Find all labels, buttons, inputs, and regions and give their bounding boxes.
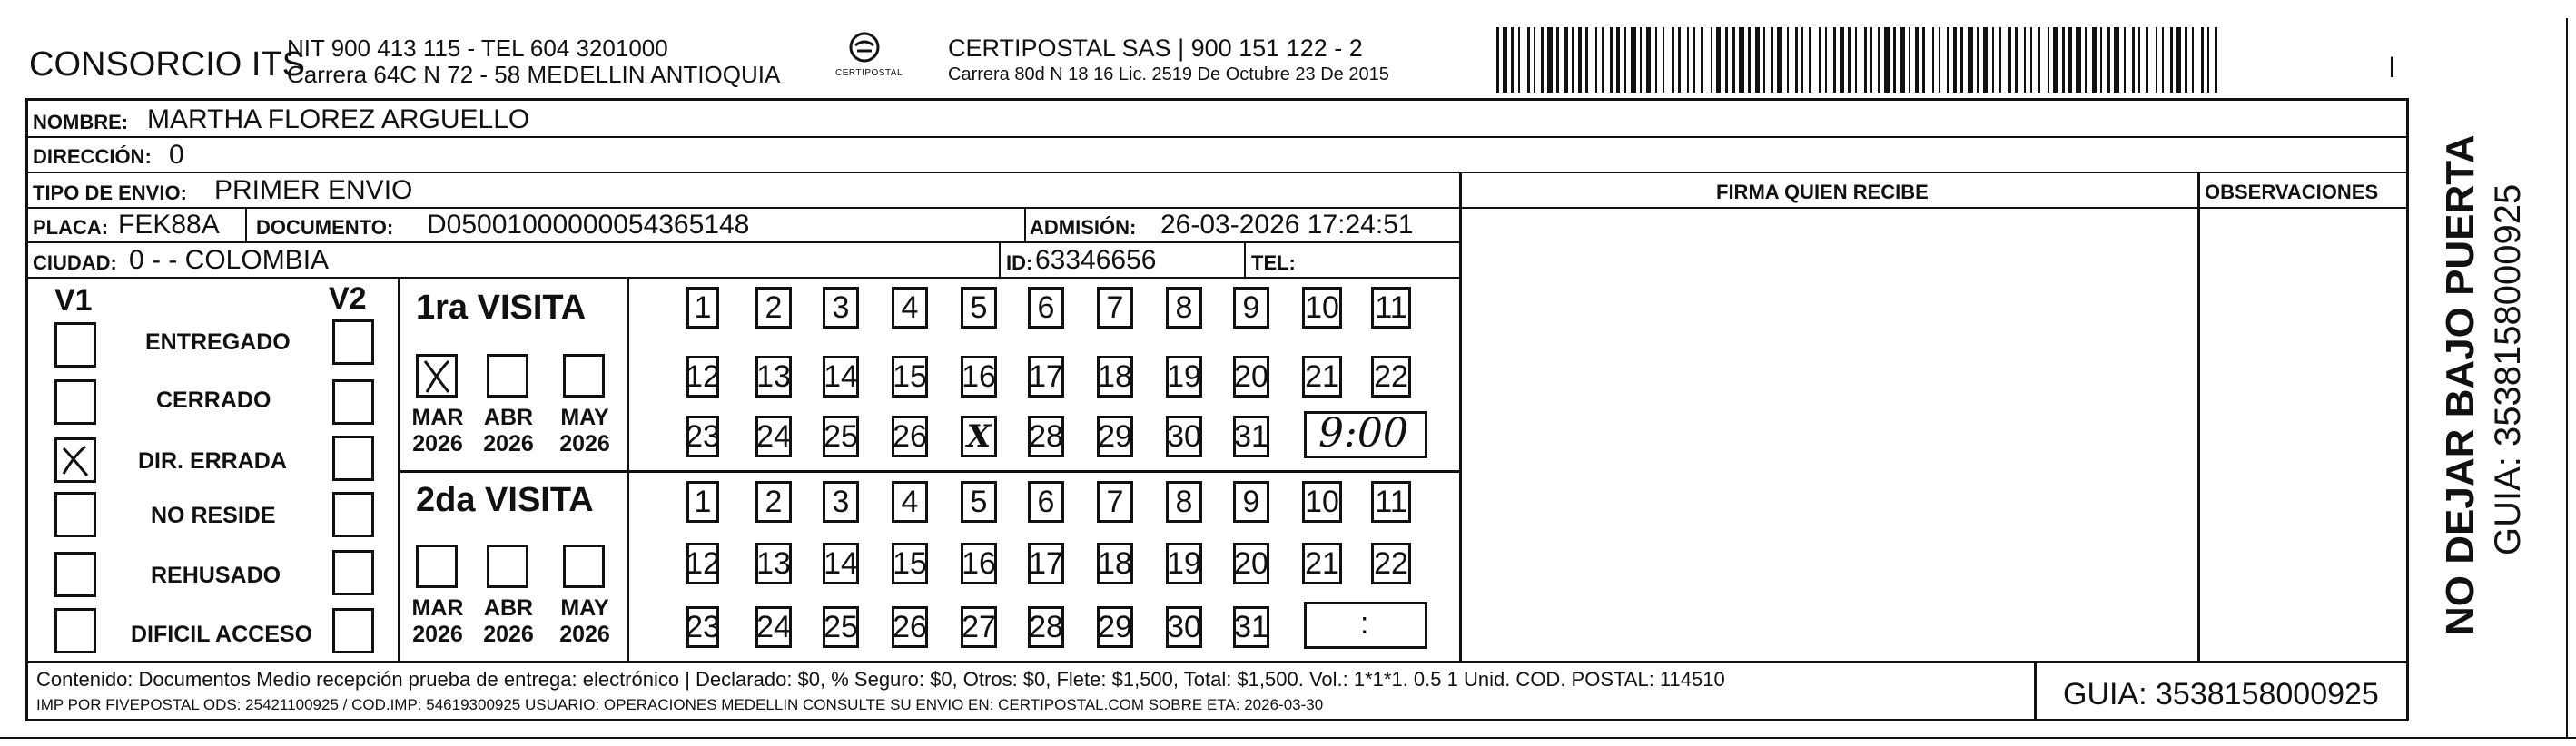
ciudad-label: CIUDAD: xyxy=(33,251,117,274)
visita1-month-abr: ABR 2026 xyxy=(483,405,534,456)
id-label: ID: xyxy=(1006,251,1033,274)
visita1-day-9[interactable]: 9 xyxy=(1233,287,1269,329)
placa-value: FEK88A xyxy=(118,210,220,240)
visita2-day-16[interactable]: 16 xyxy=(961,543,997,584)
visita2-day-7[interactable]: 7 xyxy=(1097,481,1133,523)
visita1-day-6[interactable]: 6 xyxy=(1028,287,1064,329)
tipo-envio-label: TIPO DE ENVIO: xyxy=(33,182,187,204)
visita2-day-10[interactable]: 10 xyxy=(1302,481,1342,523)
v2-checkbox-dificil-acceso[interactable] xyxy=(332,608,374,653)
visita2-day-13[interactable]: 13 xyxy=(755,543,792,584)
visita1-day-21[interactable]: 21 xyxy=(1302,356,1342,398)
visita1-day-14[interactable]: 14 xyxy=(823,356,859,398)
id-value: 63346656 xyxy=(1035,245,1157,275)
v1-dir-errada-check-mark xyxy=(54,437,96,483)
documento-value: D05001000000054365148 xyxy=(427,210,750,240)
v2-checkbox-rehusado[interactable] xyxy=(332,550,374,595)
visita1-day-28[interactable]: 28 xyxy=(1028,416,1064,457)
visita1-month-box-may[interactable] xyxy=(563,354,605,398)
v1-checkbox-no-reside[interactable] xyxy=(54,492,96,537)
visita1-day-15[interactable]: 15 xyxy=(892,356,928,398)
ciudad-value: 0 - - COLOMBIA xyxy=(129,245,330,275)
visita2-day-14[interactable]: 14 xyxy=(823,543,859,584)
header xyxy=(0,0,2576,100)
visita2-day-3[interactable]: 3 xyxy=(823,481,859,523)
status-dir-errada: DIR. ERRADA xyxy=(138,448,287,474)
visita1-day-29[interactable]: 29 xyxy=(1097,416,1133,457)
visita2-day-18[interactable]: 18 xyxy=(1097,543,1133,584)
visita2-day-21[interactable]: 21 xyxy=(1302,543,1342,584)
visita1-day-17[interactable]: 17 xyxy=(1028,356,1064,398)
documento-label: DOCUMENTO: xyxy=(256,216,394,239)
visita2-month-may: MAY 2026 xyxy=(559,595,610,647)
visita2-day-22[interactable]: 22 xyxy=(1371,543,1411,584)
visita2-day-31[interactable]: 31 xyxy=(1233,606,1269,648)
visita1-day-4[interactable]: 4 xyxy=(892,287,928,329)
visita2-day-30[interactable]: 30 xyxy=(1166,606,1202,648)
nit-line: NIT 900 413 115 - TEL 604 3201000 xyxy=(287,34,668,62)
visita1-day-22[interactable]: 22 xyxy=(1371,356,1411,398)
v1-checkbox-entregado[interactable] xyxy=(54,322,96,368)
visita1-day-26[interactable]: 26 xyxy=(892,416,928,457)
visita1-day-23[interactable]: 23 xyxy=(686,416,719,457)
visita1-day-18[interactable]: 18 xyxy=(1097,356,1133,398)
certipostal-logo-icon xyxy=(834,29,895,67)
visita2-day-17[interactable]: 17 xyxy=(1028,543,1064,584)
admision-label: ADMISIÓN: xyxy=(1030,216,1137,239)
visita2-day-9[interactable]: 9 xyxy=(1233,481,1269,523)
visita2-title: 2da VISITA xyxy=(416,481,594,519)
visita2-day-28[interactable]: 28 xyxy=(1028,606,1064,648)
visita2-time-value: : xyxy=(1360,606,1369,641)
visita2-day-15[interactable]: 15 xyxy=(892,543,928,584)
visita2-month-box-abr[interactable] xyxy=(487,545,528,588)
certipostal-logo xyxy=(834,29,903,83)
visita1-day-13[interactable]: 13 xyxy=(755,356,792,398)
v2-checkbox-no-reside[interactable] xyxy=(332,492,374,537)
direccion-value: 0 xyxy=(169,140,184,170)
v1-checkbox-dificil-acceso[interactable] xyxy=(54,608,96,653)
placa-label: PLACA: xyxy=(33,216,109,239)
status-no-reside: NO RESIDE xyxy=(151,503,276,528)
nombre-value: MARTHA FLOREZ ARGUELLO xyxy=(147,104,530,134)
v2-label: V2 xyxy=(329,281,367,316)
visita2-day-11[interactable]: 11 xyxy=(1371,481,1411,523)
side-no-dejar: NO DEJAR BAJO PUERTA xyxy=(2438,134,2482,635)
visita2-day-27[interactable]: 27 xyxy=(961,606,997,648)
visita2-day-2[interactable]: 2 xyxy=(755,481,792,523)
visita1-month-box-abr[interactable] xyxy=(487,354,528,398)
visita1-day-30[interactable]: 30 xyxy=(1166,416,1202,457)
visita1-day-11[interactable]: 11 xyxy=(1371,287,1411,329)
visita2-day-23[interactable]: 23 xyxy=(686,606,719,648)
visita1-day-25[interactable]: 25 xyxy=(823,416,859,457)
visita1-day-24[interactable]: 24 xyxy=(755,416,792,457)
v2-checkbox-dir-errada[interactable] xyxy=(332,436,374,481)
license-line: Carrera 80d N 18 16 Lic. 2519 De Octubre 23 De 2015 xyxy=(948,64,1389,84)
visita2-month-abr: ABR 2026 xyxy=(483,595,534,647)
direccion-label: DIRECCIÓN: xyxy=(33,145,152,168)
visita2-month-box-mar[interactable] xyxy=(416,545,458,588)
visita2-month-box-may[interactable] xyxy=(563,545,605,588)
firma-label: FIRMA QUIEN RECIBE xyxy=(1716,181,1929,203)
visita2-day-8[interactable]: 8 xyxy=(1166,481,1202,523)
visita2-day-5[interactable]: 5 xyxy=(961,481,997,523)
observaciones-label: OBSERVACIONES xyxy=(2205,181,2379,203)
visita1-day-19[interactable]: 19 xyxy=(1166,356,1202,398)
status-dificil-acceso: DIFICIL ACCESO xyxy=(131,622,313,647)
visita1-day-16[interactable]: 16 xyxy=(961,356,997,398)
visita1-month-may: MAY 2026 xyxy=(559,405,610,456)
side-guia: GUIA: 3538158000925 xyxy=(2488,183,2528,555)
admision-value: 26-03-2026 17:24:51 xyxy=(1160,210,1414,240)
v1-checkbox-cerrado[interactable] xyxy=(54,379,96,425)
status-rehusado: REHUSADO xyxy=(151,563,281,588)
visita1-month-mar: MAR 2026 xyxy=(411,405,464,456)
v2-checkbox-entregado[interactable] xyxy=(332,319,374,365)
visita1-title: 1ra VISITA xyxy=(416,289,587,327)
footer-guia: GUIA: 3538158000925 xyxy=(2063,677,2379,712)
visita1-day-5[interactable]: 5 xyxy=(961,287,997,329)
barcode xyxy=(1496,27,2223,93)
address-line: Carrera 64C N 72 - 58 MEDELLIN ANTIOQUIA xyxy=(287,61,781,88)
company-name: CONSORCIO ITS xyxy=(29,45,306,83)
footer-contenido: Contenido: Documentos Medio recepción prueba de entrega: electrónico | Declarado: $0, % Seguro: $0, Otros: $0, Flete: $1,500, Total: $1,500. Vol.: 1*1*1. 0.5 1 Unid. COD. POSTAL: 114510 xyxy=(36,668,1725,691)
visita2-day-25[interactable]: 25 xyxy=(823,606,859,648)
visita1-day-12[interactable]: 12 xyxy=(686,356,719,398)
footer-imp-line: IMP POR FIVEPOSTAL ODS: 25421100925 / COD.IMP: 54619300925 USUARIO: OPERACIONES MEDELLIN CONSULTE SU ENVIO EN: CERTIPOSTAL.COM SOBRE ETA: 2026-03-30 xyxy=(36,696,1324,713)
visita2-day-19[interactable]: 19 xyxy=(1166,543,1202,584)
visita1-day-2[interactable]: 2 xyxy=(755,287,792,329)
visita2-day-20[interactable]: 20 xyxy=(1233,543,1269,584)
status-entregado: ENTREGADO xyxy=(145,329,291,355)
visita2-day-4[interactable]: 4 xyxy=(892,481,928,523)
visita1-day-1[interactable]: 1 xyxy=(686,287,719,329)
v1-label: V1 xyxy=(54,283,93,318)
visita1-day-10[interactable]: 10 xyxy=(1302,287,1342,329)
stray-mark: I xyxy=(2388,51,2396,83)
visita1-day-3[interactable]: 3 xyxy=(823,287,859,329)
visita2-day-6[interactable]: 6 xyxy=(1028,481,1064,523)
visita2-day-24[interactable]: 24 xyxy=(755,606,792,648)
visita2-day-26[interactable]: 26 xyxy=(892,606,928,648)
visita2-day-1[interactable]: 1 xyxy=(686,481,719,523)
visita1-day-20[interactable]: 20 xyxy=(1233,356,1269,398)
certipostal-line: CERTIPOSTAL SAS | 900 151 122 - 2 xyxy=(948,34,1363,62)
logo-text: CERTIPOSTAL xyxy=(835,68,903,78)
visita1-mar-check-mark xyxy=(416,354,458,398)
visita1-day-31[interactable]: 31 xyxy=(1233,416,1269,457)
visita2-day-12[interactable]: 12 xyxy=(686,543,719,584)
visita2-month-mar: MAR 2026 xyxy=(411,595,464,647)
v1-checkbox-rehusado[interactable] xyxy=(54,552,96,597)
visita1-day-8[interactable]: 8 xyxy=(1166,287,1202,329)
v2-checkbox-cerrado[interactable] xyxy=(332,379,374,425)
visita1-day-7[interactable]: 7 xyxy=(1097,287,1133,329)
visita2-day-29[interactable]: 29 xyxy=(1097,606,1133,648)
tipo-envio-value: PRIMER ENVIO xyxy=(214,175,413,205)
visita1-day-27[interactable]: X xyxy=(961,416,997,457)
nombre-label: NOMBRE: xyxy=(33,111,129,133)
visita1-time-value: 9:00 xyxy=(1318,410,1408,456)
tel-label: TEL: xyxy=(1251,251,1296,274)
status-cerrado: CERRADO xyxy=(156,388,271,413)
